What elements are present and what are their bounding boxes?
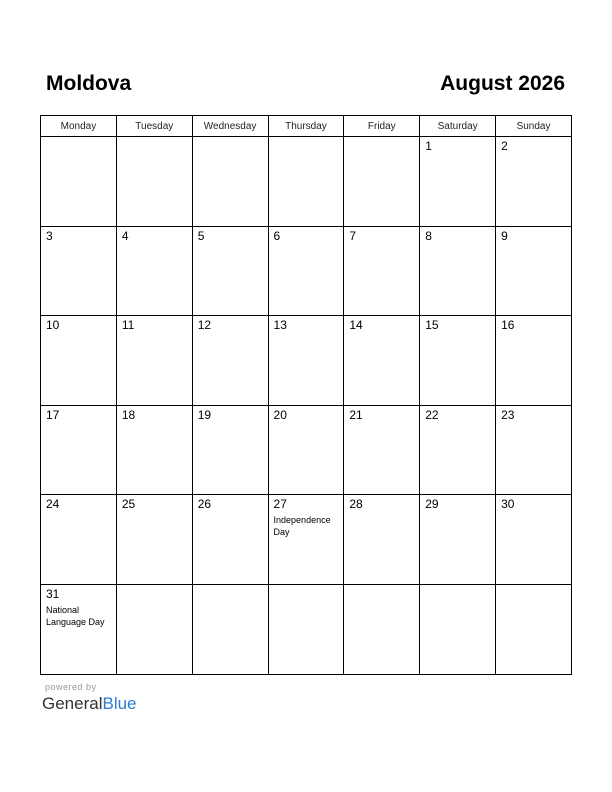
day-number: 24 (46, 497, 60, 512)
day-cell (268, 226, 344, 316)
day-number: 17 (46, 407, 60, 422)
day-number: 27 (273, 497, 287, 512)
day-cell (268, 405, 344, 495)
day-cell (344, 137, 420, 227)
day-cell (268, 316, 344, 406)
day-cell (192, 226, 268, 316)
day-number: 22 (425, 407, 439, 422)
day-cell (496, 495, 572, 585)
day-number: 31 (46, 586, 60, 601)
day-number: 5 (197, 228, 205, 243)
day-cell (116, 316, 192, 406)
day-cell (344, 226, 420, 316)
day-cell (420, 584, 496, 674)
day-cell (496, 584, 572, 674)
day-cell (268, 584, 344, 674)
day-number: 19 (197, 407, 212, 422)
day-cell (192, 137, 268, 227)
day-number: 21 (349, 407, 363, 422)
week-row (41, 316, 572, 406)
day-number: 13 (273, 318, 287, 333)
day-cell (420, 405, 496, 495)
weekday-header-row (41, 116, 572, 137)
day-number: 7 (349, 228, 357, 243)
day-number: 29 (425, 497, 439, 512)
day-cell (420, 495, 496, 585)
day-number: 18 (121, 407, 136, 422)
day-cell (420, 137, 496, 227)
day-number: 28 (349, 497, 363, 512)
logo-general-text: General (42, 694, 103, 713)
weekday-header: Sunday (496, 116, 572, 137)
logo-blue-text: Blue (102, 694, 137, 713)
day-number: 23 (501, 407, 515, 422)
day-cell (420, 226, 496, 316)
day-number: 1 (425, 139, 432, 153)
day-cell (41, 584, 117, 674)
day-number: 30 (501, 497, 515, 512)
day-cell (41, 226, 117, 316)
day-cell (116, 137, 192, 227)
day-number: 20 (273, 407, 287, 422)
day-cell (344, 316, 420, 406)
day-cell (496, 405, 572, 495)
day-cell (496, 137, 572, 227)
week-row (41, 495, 572, 585)
day-number: 8 (425, 228, 432, 243)
day-cell (268, 137, 344, 227)
holiday-label: Independence Day (273, 515, 331, 538)
day-number: 2 (501, 139, 508, 153)
day-number: 6 (273, 228, 281, 243)
day-cell (496, 226, 572, 316)
day-number: 16 (501, 318, 515, 333)
week-row (41, 584, 572, 674)
generalblue-logo[interactable] (42, 694, 137, 714)
day-number: 12 (197, 318, 212, 333)
day-number: 25 (121, 497, 136, 512)
day-cell (192, 495, 268, 585)
week-row (41, 137, 572, 227)
day-number: 10 (46, 318, 60, 333)
day-number: 11 (121, 318, 135, 333)
day-cell (41, 316, 117, 406)
day-cell (192, 584, 268, 674)
day-cell (496, 316, 572, 406)
day-number: 4 (121, 228, 129, 243)
day-cell (192, 316, 268, 406)
weekday-header: Thursday (268, 116, 344, 137)
day-cell (41, 495, 117, 585)
day-cell (344, 495, 420, 585)
weekday-header: Wednesday (192, 116, 268, 137)
day-number: 9 (501, 228, 508, 243)
day-cell (420, 316, 496, 406)
holiday-label: National Language Day (46, 604, 105, 627)
week-row (41, 226, 572, 316)
day-cell (344, 584, 420, 674)
powered-by-text: powered by (45, 682, 97, 692)
country-title: Moldova (46, 72, 132, 95)
day-cell (116, 584, 192, 674)
weekday-header: Friday (344, 116, 420, 137)
day-number: 15 (425, 318, 439, 333)
month-year-title: August 2026 (440, 72, 565, 95)
day-number: 3 (46, 228, 53, 243)
day-cell (116, 405, 192, 495)
day-number: 14 (349, 318, 363, 333)
weekday-header: Saturday (420, 116, 496, 137)
day-cell (41, 137, 117, 227)
calendar-grid (40, 115, 572, 675)
day-cell (344, 405, 420, 495)
day-cell (192, 405, 268, 495)
day-cell (41, 405, 117, 495)
day-cell (268, 495, 344, 585)
week-row (41, 405, 572, 495)
weekday-header: Tuesday (116, 116, 192, 137)
day-cell (116, 495, 192, 585)
day-number: 26 (197, 497, 212, 512)
day-cell (116, 226, 192, 316)
weekday-header: Monday (41, 116, 117, 137)
